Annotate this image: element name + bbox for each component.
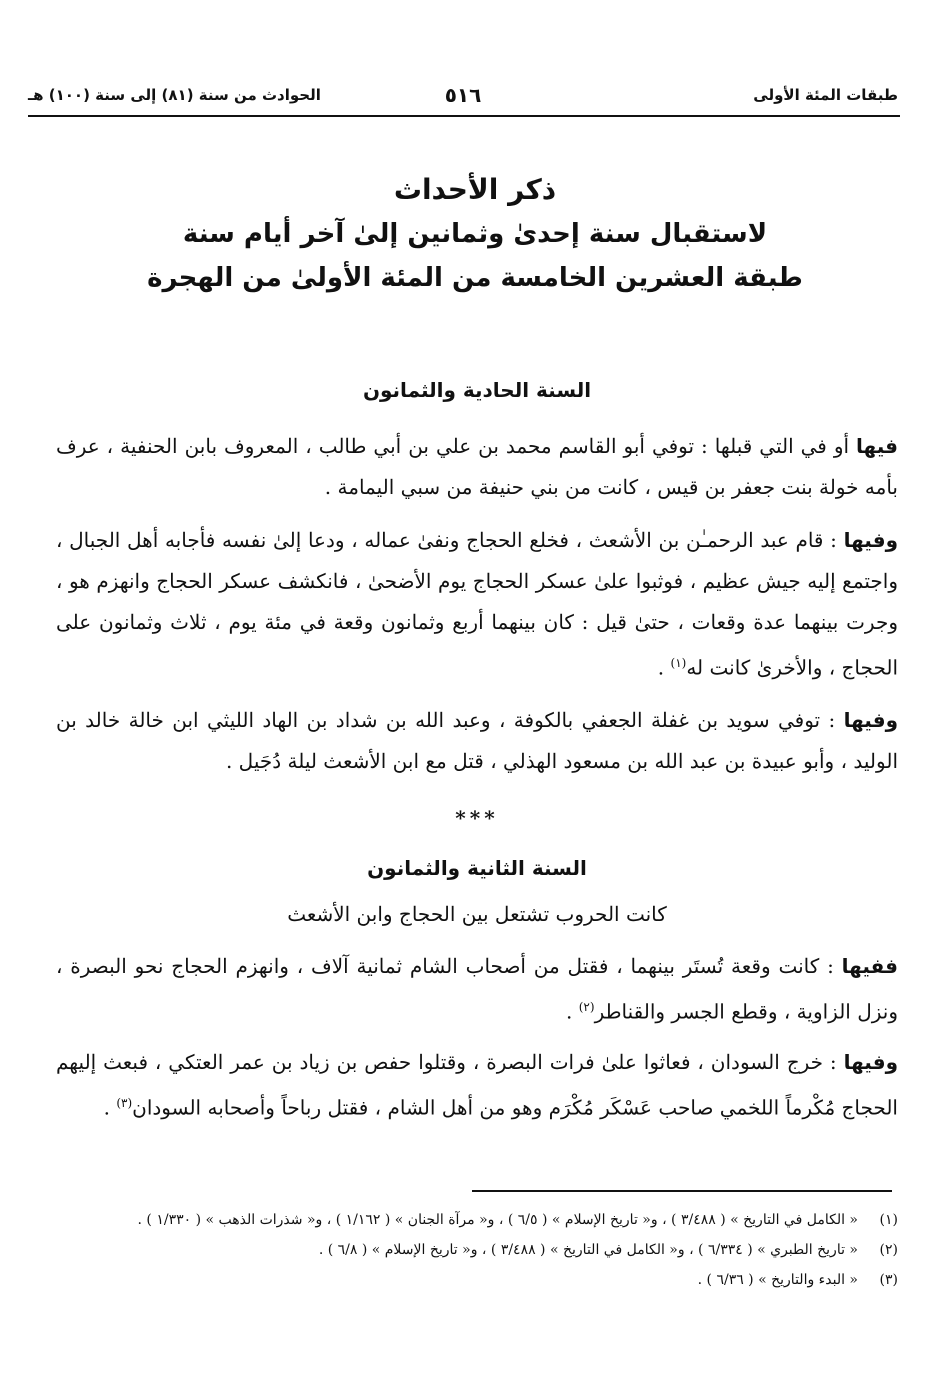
paragraph xyxy=(56,946,898,1033)
footnote-number: (١) xyxy=(879,1212,898,1228)
paragraph-text: : قام عبد الرحمـٰن بن الأشعث ، فخلع الحجاج ونفىٰ عماله ، ودعا إلىٰ نفسه فأجابه أهل الجبال ، واجتمع إليه جيش عظيم ، فوثبوا علىٰ عسكر الحجاج يوم الأضحىٰ ، فانكشف عسكر الحجاج وانهزم هو ، وجرت بينهما عدة وقعات ، حتىٰ قيل : كان بينهما أربع وثمانون وقعة في مئة يوم ، ثلاث وثمانون على الحجاج ، والأخرىٰ كانت له xyxy=(56,528,898,680)
paragraph xyxy=(56,426,898,508)
paragraph-end: . xyxy=(657,655,671,680)
section-year-81 xyxy=(56,378,898,402)
paragraph-end: . xyxy=(103,1095,117,1120)
separator-stars: *** xyxy=(455,806,499,830)
paragraph-lead: ففيها xyxy=(841,954,898,978)
footnote-number: (٣) xyxy=(879,1272,898,1288)
section-heading: السنة الحادية والثمانون xyxy=(362,378,592,402)
chapter-title-line-2: لاستقبال سنة إحدىٰ وثمانين إلىٰ آخر أيام سنة xyxy=(182,219,768,249)
section-subheading: كانت الحروب تشتعل بين الحجاج وابن الأشعث xyxy=(287,902,667,926)
chapter-title-line-1: ذكر الأحداث xyxy=(393,173,557,206)
paragraph-lead: وفيها xyxy=(843,528,898,552)
header-book-title: طبقات المئة الأولى xyxy=(753,86,898,104)
header-section-title: الحوادث من سنة (٨١) إلى سنة (١٠٠) هـ xyxy=(28,86,321,104)
paragraph xyxy=(56,700,898,782)
paragraph-text: : كانت وقعة تُستَر بينهما ، فقتل من أصحاب الشام ثمانية آلاف ، وانهزم الحجاج نحو البصرة ، ونزل الزاوية ، وقطع الجسر والقناطر xyxy=(56,954,898,1024)
chapter-title-line-3: طبقة العشرين الخامسة من المئة الأولىٰ من الهجرة xyxy=(147,263,803,293)
paragraph-lead: فيها xyxy=(856,434,899,458)
paragraph xyxy=(56,1042,898,1129)
footnote-ref[interactable]: (٢) xyxy=(578,1000,595,1014)
footnote-item xyxy=(56,1235,898,1265)
footnote-ref[interactable]: (١) xyxy=(670,656,687,670)
footnote-rule xyxy=(472,1190,892,1192)
section-heading: السنة الثانية والثمانون xyxy=(367,856,587,880)
paragraph-end: . xyxy=(566,999,579,1024)
footnote-number: (٢) xyxy=(879,1242,898,1258)
footnotes xyxy=(56,1205,898,1295)
footnote-text: « البدء والتاريخ » ( ٦/٣٦ ) . xyxy=(697,1272,858,1288)
footnote-text: « تاريخ الطبري » ( ٦/٣٣٤ ) ، و« الكامل في التاريخ » ( ٣/٤٨٨ ) ، و« تاريخ الإسلام » ( ٦/٨ ) . xyxy=(318,1242,858,1258)
footnote-ref[interactable]: (٣) xyxy=(116,1096,133,1110)
header-rule xyxy=(28,115,900,117)
chapter-title xyxy=(60,168,890,300)
paragraph-text: أو في التي قبلها : توفي أبو القاسم محمد بن علي بن أبي طالب ، المعروف بابن الحنفية ، عرف بأمه خولة بنت جعفر بن قيس ، كانت من بني حنيفة من سبي اليمامة . xyxy=(56,434,898,499)
footnote-item xyxy=(56,1205,898,1235)
paragraph-lead: وفيها xyxy=(843,708,898,732)
running-header xyxy=(28,78,898,112)
page-number: ٥١٦ xyxy=(444,83,482,107)
paragraph xyxy=(56,520,898,689)
paragraph-text: : توفي سويد بن غفلة الجعفي بالكوفة ، وعبد الله بن شداد بن الهاد الليثي ابن خالة خالد بن الوليد ، وأبو عبيدة بن عبد الله بن مسعود الهذلي ، قتل مع ابن الأشعث ليلة دُجَيل . xyxy=(56,708,898,773)
paragraph-lead: وفيها xyxy=(843,1050,898,1074)
section-separator xyxy=(56,806,898,830)
paragraph-text: : خرج السودان ، فعاثوا علىٰ فرات البصرة ، وقتلوا حفص بن زياد بن عمر العتكي ، فبعث إليهم الحجاج مُكْرماً اللخمي صاحب عَسْكَر مُكْرَم وهو من أهل الشام ، فقتل رباحاً وأصحابه السودان xyxy=(56,1050,898,1120)
footnote-text: « الكامل في التاريخ » ( ٣/٤٨٨ ) ، و« تاريخ الإسلام » ( ٦/٥ ) ، و« مرآة الجنان » ( ١/١٦٢ ) ، و« شذرات الذهب » ( ١/٣٣٠ ) . xyxy=(137,1212,858,1228)
section-year-82 xyxy=(56,856,898,880)
section-subheading-wrap xyxy=(56,902,898,926)
footnote-item xyxy=(56,1265,898,1295)
